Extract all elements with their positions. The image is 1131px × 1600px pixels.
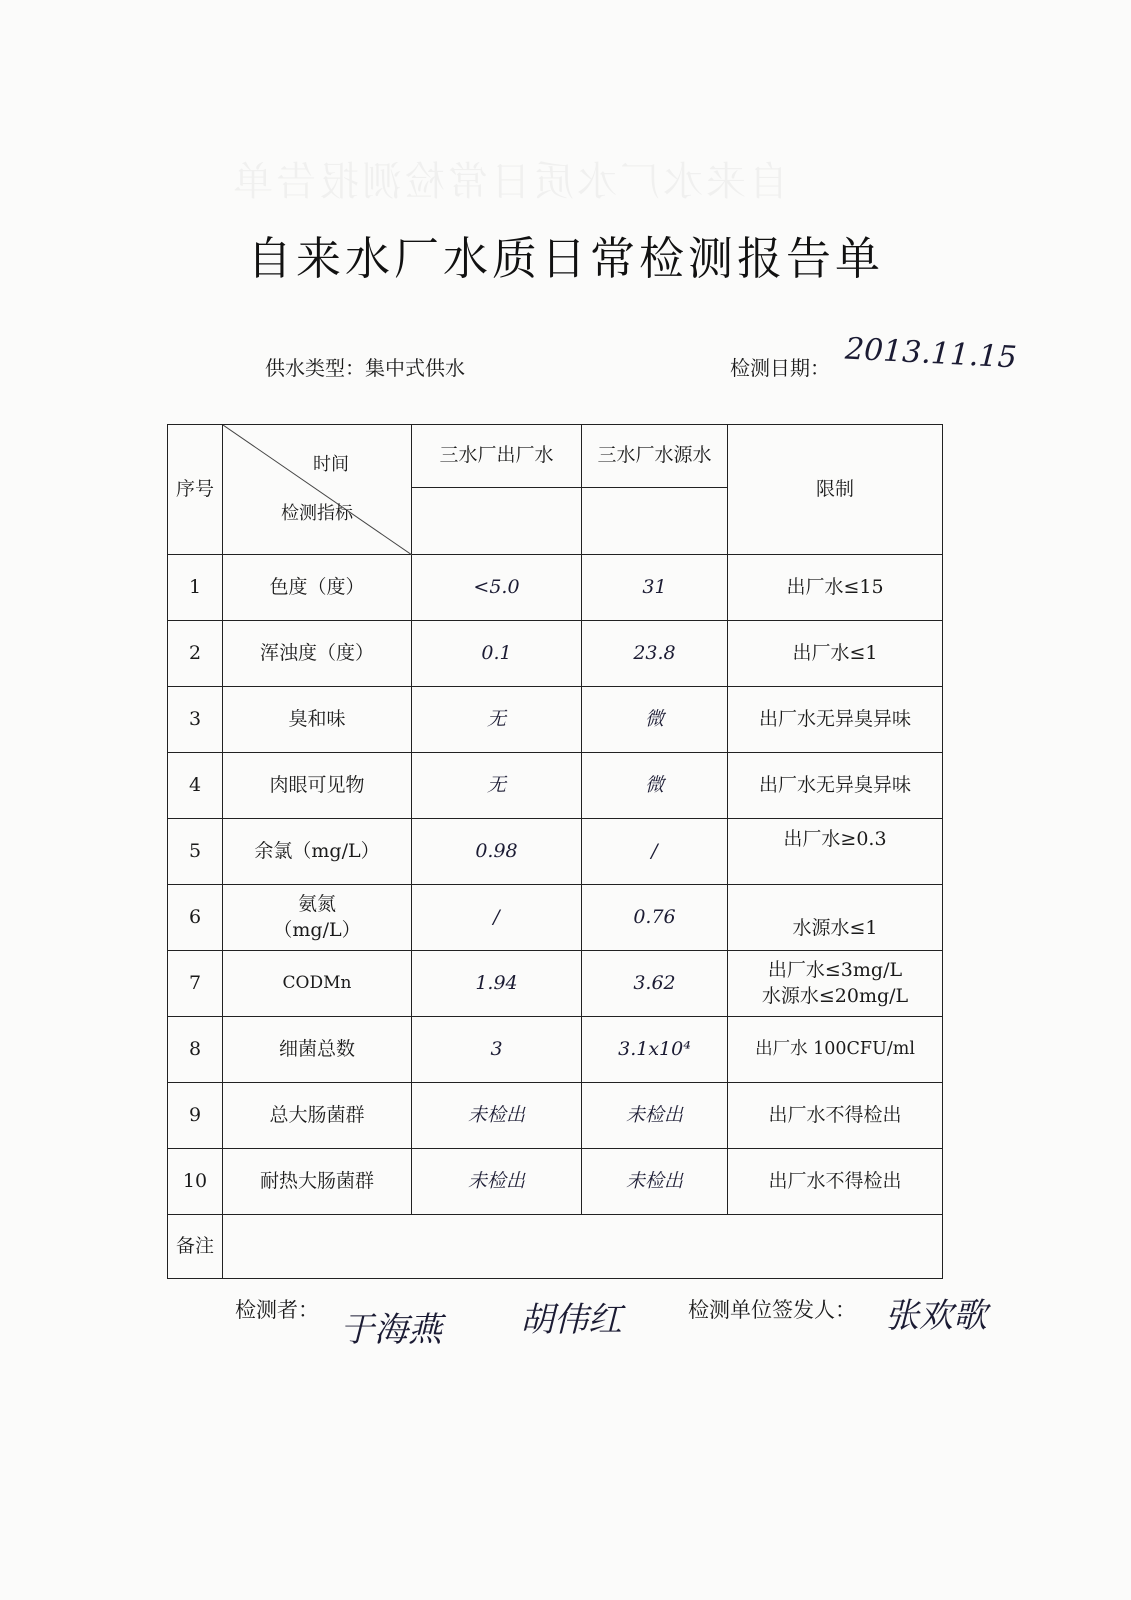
date-value: 2013.11.15 xyxy=(844,331,1018,376)
row-value-source: 23.8 xyxy=(582,621,728,687)
row-indicator: 肉眼可见物 xyxy=(223,753,412,819)
row-value-outlet: 未检出 xyxy=(412,1149,582,1215)
row-number: 7 xyxy=(168,951,223,1017)
row-number: 4 xyxy=(168,753,223,819)
row-value-outlet: / xyxy=(412,885,582,951)
row-limit: 出厂水无异臭异味 xyxy=(728,687,943,753)
header-col1-blank xyxy=(412,488,582,555)
row-value-source: 0.76 xyxy=(582,885,728,951)
row-value-source: 3.1x10⁴ xyxy=(582,1017,728,1083)
row-indicator: 细菌总数 xyxy=(223,1017,412,1083)
row-indicator: 耐热大肠菌群 xyxy=(223,1149,412,1215)
row-indicator: 臭和味 xyxy=(223,687,412,753)
row-value-outlet: 无 xyxy=(412,687,582,753)
row-number: 10 xyxy=(168,1149,223,1215)
row-limit-line1: 出厂水≤3mg/L xyxy=(767,958,903,981)
table-row xyxy=(168,621,943,687)
table-row xyxy=(168,819,943,885)
row-value-source: 31 xyxy=(582,555,728,621)
row-indicator-line1: 氨氮 xyxy=(297,892,336,915)
table-row xyxy=(168,753,943,819)
table-row xyxy=(168,687,943,753)
row-limit: 出厂水≤15 xyxy=(728,555,943,621)
table-row xyxy=(168,951,943,1017)
diagonal-line xyxy=(223,425,412,555)
remark-label: 备注 xyxy=(168,1215,223,1279)
date-label: 检测日期： xyxy=(730,356,830,380)
row-value-source: 微 xyxy=(582,687,728,753)
supply-type: 供水类型：集中式供水 xyxy=(265,356,465,380)
row-limit: 出厂水≥0.3 xyxy=(728,819,943,885)
table-row xyxy=(168,885,943,951)
row-value-outlet: 0.1 xyxy=(412,621,582,687)
row-indicator: 色度（度） xyxy=(223,555,412,621)
row-limit: 出厂水不得检出 xyxy=(728,1083,943,1149)
row-limit-line2: 水源水≤20mg/L xyxy=(761,984,909,1007)
row-value-source: 未检出 xyxy=(582,1149,728,1215)
row-limit xyxy=(728,951,943,1017)
tester2-signature: 胡伟红 xyxy=(520,1300,622,1340)
row-number: 6 xyxy=(168,885,223,951)
bleed-through-text xyxy=(230,150,789,207)
header-col2: 三水厂水源水 xyxy=(582,425,728,488)
row-limit: 出厂水无异臭异味 xyxy=(728,753,943,819)
row-indicator-line2: （mg/L） xyxy=(273,918,361,941)
row-number: 3 xyxy=(168,687,223,753)
row-limit: 出厂水 100CFU/ml xyxy=(728,1017,943,1083)
row-limit: 出厂水不得检出 xyxy=(728,1149,943,1215)
row-number: 5 xyxy=(168,819,223,885)
header-diagonal-cell xyxy=(223,425,412,555)
header-limit: 限制 xyxy=(728,425,943,555)
row-value-outlet: 1.94 xyxy=(412,951,582,1017)
table-row xyxy=(168,1017,943,1083)
tester1-signature: 于海燕 xyxy=(340,1310,442,1350)
remark-row xyxy=(168,1215,943,1279)
row-value-outlet: 0.98 xyxy=(412,819,582,885)
row-indicator: 浑浊度（度） xyxy=(223,621,412,687)
table-row xyxy=(168,1083,943,1149)
table-row xyxy=(168,1149,943,1215)
row-indicator: 总大肠菌群 xyxy=(223,1083,412,1149)
issuer-signature: 张欢歌 xyxy=(885,1296,987,1336)
row-indicator: 余氯（mg/L） xyxy=(223,819,412,885)
tester-label: 检测者： xyxy=(235,1298,319,1322)
report-table xyxy=(167,424,943,1279)
row-indicator: CODMn xyxy=(223,951,412,1017)
row-value-outlet: 未检出 xyxy=(412,1083,582,1149)
row-limit: 水源水≤1 xyxy=(728,885,943,951)
row-value-outlet: 无 xyxy=(412,753,582,819)
header-seq: 序号 xyxy=(168,425,223,555)
row-number: 1 xyxy=(168,555,223,621)
row-number: 9 xyxy=(168,1083,223,1149)
row-value-outlet: 3 xyxy=(412,1017,582,1083)
header-col2-blank xyxy=(582,488,728,555)
issuer-label: 检测单位签发人： xyxy=(688,1298,856,1322)
row-indicator xyxy=(223,885,412,951)
table-row xyxy=(168,555,943,621)
header-col1: 三水厂出厂水 xyxy=(412,425,582,488)
page-title: 自来水厂水质日常检测报告单 xyxy=(246,232,884,285)
header-time: 时间 xyxy=(313,454,349,475)
row-number: 8 xyxy=(168,1017,223,1083)
row-value-source: 微 xyxy=(582,753,728,819)
remark-content xyxy=(223,1215,943,1279)
row-value-source: 未检出 xyxy=(582,1083,728,1149)
row-limit: 出厂水≤1 xyxy=(728,621,943,687)
row-value-outlet: <5.0 xyxy=(412,555,582,621)
header-indicator: 检测指标 xyxy=(281,502,353,524)
row-value-source: / xyxy=(582,819,728,885)
row-value-source: 3.62 xyxy=(582,951,728,1017)
row-number: 2 xyxy=(168,621,223,687)
